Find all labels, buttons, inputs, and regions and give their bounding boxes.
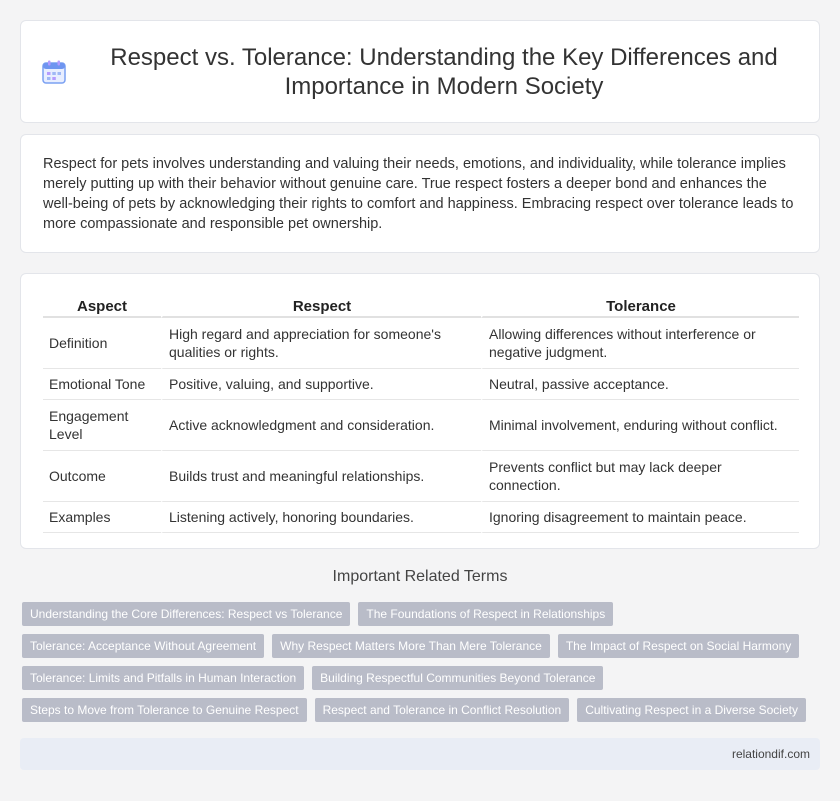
- cell-tolerance: Neutral, passive acceptance.: [481, 369, 799, 400]
- intro-paragraph: Respect for pets involves understanding and valuing their needs, emotions, and individuality, while tolerance implies merely putting up with their behavior without genuine care. True respect fosters a deeper bond and enhances the well-being of pets by acknowledging their rights to comfort and happiness. Embracing respect over tolerance leads to more compassionate and responsible pet ownership.: [43, 156, 794, 232]
- cell-respect: Builds trust and meaningful relationships.: [161, 451, 481, 502]
- cell-respect: Active acknowledgment and consideration.: [161, 400, 481, 451]
- footer: [20, 738, 820, 770]
- related-term-link[interactable]: The Foundations of Respect in Relationships: [358, 602, 613, 626]
- cell-aspect: Definition: [43, 318, 161, 369]
- related-term-link[interactable]: Understanding the Core Differences: Respect vs Tolerance: [22, 602, 350, 626]
- table-row: [43, 318, 799, 369]
- related-term-link[interactable]: Cultivating Respect in a Diverse Society: [577, 698, 806, 722]
- header-respect: Respect: [161, 296, 481, 318]
- footer-site-link[interactable]: relationdif.com: [731, 747, 810, 761]
- cell-tolerance: Minimal involvement, enduring without conflict.: [481, 400, 799, 451]
- comparison-table: [43, 296, 799, 533]
- cell-tolerance: Prevents conflict but may lack deeper connection.: [481, 451, 799, 502]
- cell-tolerance: Ignoring disagreement to maintain peace.: [481, 502, 799, 533]
- cell-aspect: Emotional Tone: [43, 369, 161, 400]
- cell-aspect: Examples: [43, 502, 161, 533]
- cell-aspect: Engagement Level: [43, 400, 161, 451]
- related-term-link[interactable]: Steps to Move from Tolerance to Genuine Respect: [22, 698, 307, 722]
- comparison-table-card: [20, 273, 820, 549]
- table-row: [43, 502, 799, 533]
- intro-card: [20, 134, 820, 253]
- related-term-link[interactable]: Tolerance: Limits and Pitfalls in Human Interaction: [22, 666, 304, 690]
- related-term-link[interactable]: The Impact of Respect on Social Harmony: [558, 634, 799, 658]
- related-term-link[interactable]: Respect and Tolerance in Conflict Resolution: [315, 698, 570, 722]
- related-term-link[interactable]: Tolerance: Acceptance Without Agreement: [22, 634, 264, 658]
- cell-respect: Listening actively, honoring boundaries.: [161, 502, 481, 533]
- table-row: [43, 400, 799, 451]
- calendar-icon: [41, 59, 67, 85]
- related-terms-title: Important Related Terms: [332, 568, 508, 585]
- header: [21, 21, 819, 122]
- cell-tolerance: Allowing differences without interference or negative judgment.: [481, 318, 799, 369]
- table-header-row: [43, 296, 799, 318]
- cell-respect: Positive, valuing, and supportive.: [161, 369, 481, 400]
- related-term-link[interactable]: Building Respectful Communities Beyond Tolerance: [312, 666, 603, 690]
- cell-respect: High regard and appreciation for someone's qualities or rights.: [161, 318, 481, 369]
- table-row: [43, 451, 799, 502]
- header-card: [20, 20, 820, 123]
- table-row: [43, 369, 799, 400]
- header-aspect: Aspect: [43, 296, 161, 318]
- related-term-link[interactable]: Why Respect Matters More Than Mere Tolerance: [272, 634, 550, 658]
- page-title: Respect vs. Tolerance: Understanding the Key Differences and Importance in Modern Society: [110, 43, 778, 100]
- related-terms-tags: [22, 602, 822, 722]
- cell-aspect: Outcome: [43, 451, 161, 502]
- header-tolerance: Tolerance: [481, 296, 799, 318]
